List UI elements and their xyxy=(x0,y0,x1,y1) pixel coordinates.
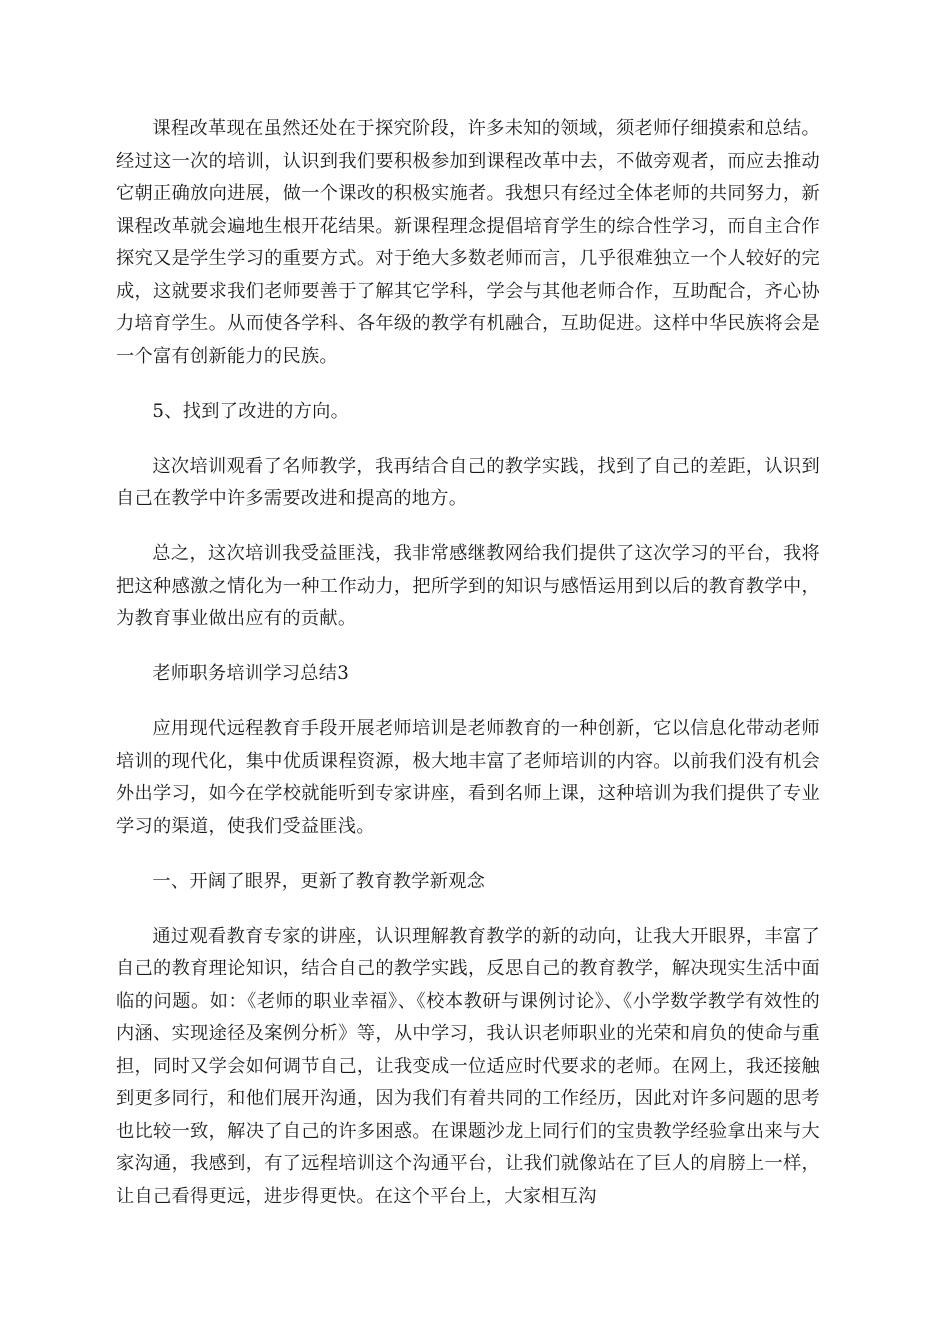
paragraph-remote-education: 应用现代远程教育手段开展老师培训是老师教育的一种创新，它以信息化带动老师培训的现代化，集中优质课程资源，极大地丰富了老师培训的内容。以前我们没有机会外出学习，如今在学校就能听到专家讲座，看到名师上课，这种培训为我们提供了专业学习的渠道，使我们受益匪浅。 xyxy=(116,718,820,837)
document-body xyxy=(116,113,820,1236)
paragraph-famous-teacher: 这次培训观看了名师教学，我再结合自己的教学实践，找到了自己的差距，认识到自己在教学中许多需要改进和提高的地方。 xyxy=(116,455,820,509)
section-title-summary-3: 老师职务培训学习总结3 xyxy=(152,663,350,684)
paragraph-course-reform: 课程改革现在虽然还处在于探究阶段，许多未知的领域，须老师仔细摸索和总结。经过这一次的培训，认识到我们要积极参加到课程改革中去，不做旁观者，而应去推动它朝正确放向进展，做一个课改的积极实施者。我想只有经过全体老师的共同努力，新课程改革就会遍地生根开花结果。新课程理念提倡培育学生的综合性学习，而自主合作探究又是学生学习的重要方式。对于绝大多数老师而言，几乎很难独立一个人较好的完成，这就要求我们老师要善于了解其它学科，学会与其他老师合作，互助配合，齐心协力培育学生。从而使各学科、各年级的教学有机融合，互助促进。这样中华民族将会是一个富有创新能力的民族。 xyxy=(116,118,820,367)
heading-broaden-horizons: 一、开阔了眼界，更新了教育教学新观念 xyxy=(152,870,486,892)
paragraph-expert-lectures: 通过观看教育专家的讲座，认识理解教育教学的新的动向，让我大开眼界，丰富了自己的教育理论知识，结合自己的教学实践，反思自己的教育教学，解决现实生活中面临的问题。如：《老师的职业幸福》、《校本教研与课例讨论》、《小学数学教学有效性的内涵、实现途径及案例分析》等，从中学习，我认识老师职业的光荣和肩负的使命与重担，同时又学会如何调节自己，让我变成一位适应时代要求的老师。在网上，我还接触到更多同行，和他们展开沟通，因为我们有着共同的工作经历，因此对许多问题的思考也比较一致，解决了自己的许多困惑。在课题沙龙上同行们的宝贵教学经验拿出来与大家沟通，我感到，有了远程培训这个沟通平台，让我们就像站在了巨人的肩膀上一样，让自己看得更远，进步得更快。在这个平台上，大家相互沟 xyxy=(116,925,820,1207)
heading-improvement-direction: 5、找到了改进的方向。 xyxy=(152,400,350,422)
paragraph-conclusion: 总之，这次培训我受益匪浅，我非常感继教网给我们提供了这次学习的平台，我将把这种感激之情化为一种工作动力，把所学到的知识与感悟运用到以后的教育教学中，为教育事业做出应有的贡献。 xyxy=(116,543,820,629)
